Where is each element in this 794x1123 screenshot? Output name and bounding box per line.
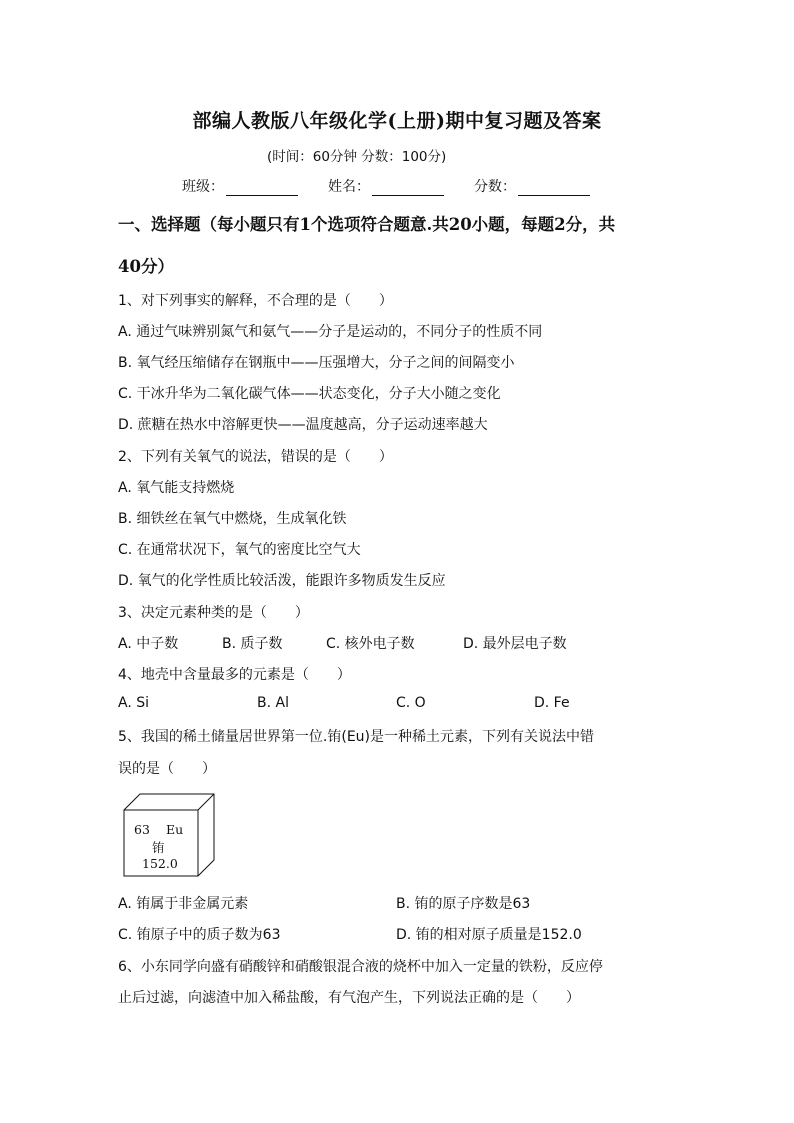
question-2-option-d[interactable]: D. 氧气的化学性质比较活泼，能跟许多物质发生反应 xyxy=(118,573,446,589)
question-5-option-a[interactable]: A. 铕属于非金属元素 xyxy=(118,896,249,912)
class-blank[interactable] xyxy=(226,181,298,196)
question-5-option-d[interactable]: D. 铕的相对原子质量是152.0 xyxy=(396,927,582,943)
section-heading: 一、选择题（每小题只有1个选项符合题意.共20小题，每题2分，共 xyxy=(118,215,616,234)
question-5-option-b[interactable]: B. 铕的原子序数是63 xyxy=(396,896,531,912)
question-4-option-d[interactable]: D. Fe xyxy=(534,695,570,711)
element-card-europium xyxy=(118,792,216,876)
score-label: 分数： xyxy=(474,179,516,195)
name-blank[interactable] xyxy=(372,181,444,196)
element-atomic-number: 63 xyxy=(134,822,150,837)
question-2-stem: 2、下列有关氧气的说法，错误的是（ ） xyxy=(118,449,393,465)
question-3-option-c[interactable]: C. 核外电子数 xyxy=(326,636,415,652)
question-3-stem: 3、决定元素种类的是（ ） xyxy=(118,605,309,621)
question-5-option-c[interactable]: C. 铕原子中的质子数为63 xyxy=(118,927,281,943)
element-atomic-mass: 152.0 xyxy=(142,856,178,871)
question-1-stem: 1、对下列事实的解释，不合理的是（ ） xyxy=(118,293,393,309)
page-title: 部编人教版八年级化学(上册)期中复习题及答案 xyxy=(192,110,602,132)
name-field xyxy=(328,176,444,196)
question-6-stem: 6、小东同学向盛有硝酸锌和硝酸银混合液的烧杯中加入一定量的铁粉，反应停 xyxy=(118,959,603,975)
question-4-option-a[interactable]: A. Si xyxy=(118,695,150,711)
question-5-stem-cont: 误的是（ ） xyxy=(118,761,216,777)
student-info xyxy=(182,176,620,196)
question-1-option-c[interactable]: C. 干冰升华为二氧化碳气体——状态变化，分子大小随之变化 xyxy=(118,386,501,402)
name-label: 姓名： xyxy=(328,179,370,195)
question-2-option-a[interactable]: A. 氧气能支持燃烧 xyxy=(118,480,235,496)
exam-time-score: (时间：60分钟 分数：100分) xyxy=(267,149,447,165)
element-name: 铕 xyxy=(152,840,165,855)
question-3-option-a[interactable]: A. 中子数 xyxy=(118,636,179,652)
question-4-option-c[interactable]: C. O xyxy=(396,695,426,711)
question-5-stem: 5、我国的稀土储量居世界第一位.铕(Eu)是一种稀土元素，下列有关说法中错 xyxy=(118,729,594,745)
score-blank[interactable] xyxy=(518,181,590,196)
class-field xyxy=(182,176,298,196)
class-label: 班级： xyxy=(182,179,224,195)
question-2-option-b[interactable]: B. 细铁丝在氧气中燃烧，生成氧化铁 xyxy=(118,511,347,527)
question-1-option-b[interactable]: B. 氧气经压缩储存在钢瓶中——压强增大，分子之间的间隔变小 xyxy=(118,355,515,371)
element-symbol: Eu xyxy=(166,822,184,837)
question-6-stem-cont: 止后过滤，向滤渣中加入稀盐酸，有气泡产生，下列说法正确的是（ ） xyxy=(118,990,580,1006)
score-field xyxy=(474,176,590,196)
question-3-option-b[interactable]: B. 质子数 xyxy=(222,636,283,652)
section-heading-cont: 40分） xyxy=(118,257,174,276)
question-1-option-d[interactable]: D. 蔗糖在热水中溶解更快——温度越高，分子运动速率越大 xyxy=(118,417,488,433)
question-4-option-b[interactable]: B. Al xyxy=(257,695,289,711)
question-4-stem: 4、地壳中含量最多的元素是（ ） xyxy=(118,667,351,683)
question-1-option-a[interactable]: A. 通过气味辨别氮气和氨气——分子是运动的，不同分子的性质不同 xyxy=(118,324,543,340)
question-3-option-d[interactable]: D. 最外层电子数 xyxy=(463,636,567,652)
question-2-option-c[interactable]: C. 在通常状况下，氧气的密度比空气大 xyxy=(118,542,361,558)
